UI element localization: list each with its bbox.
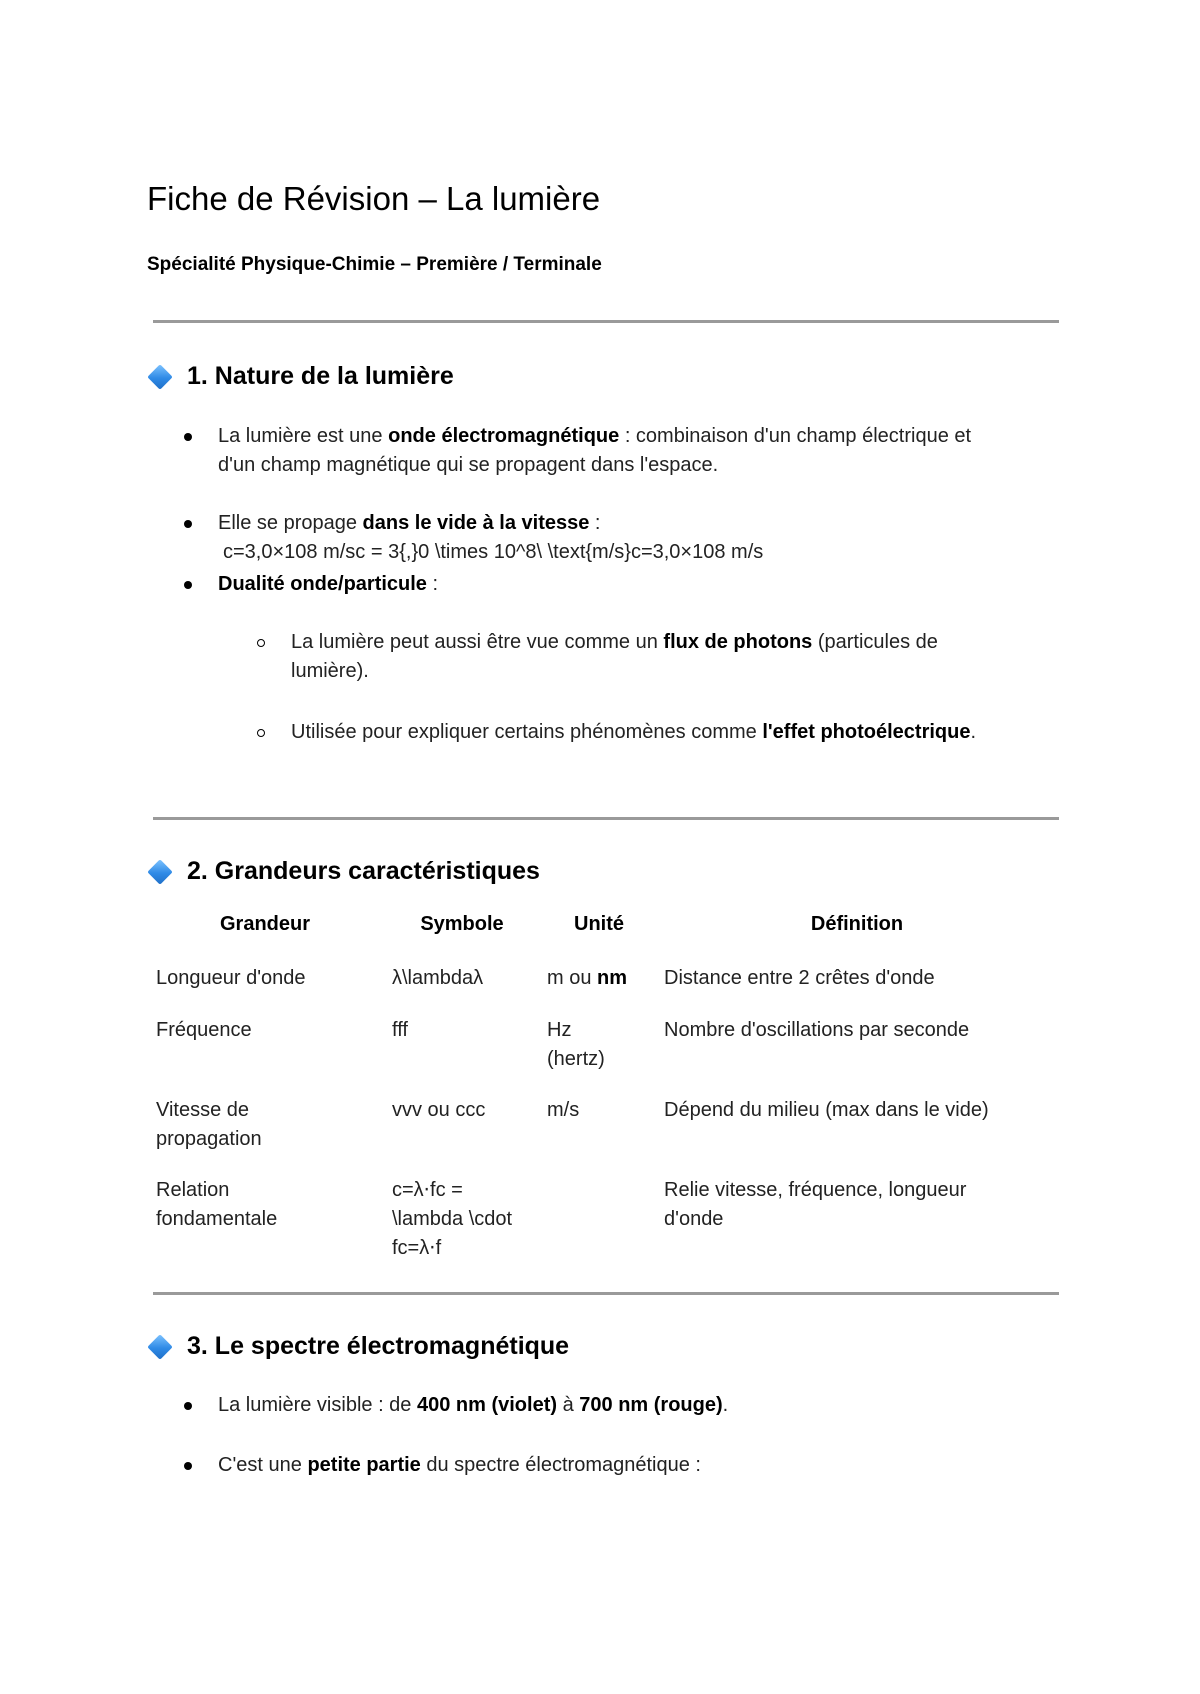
page-title: Fiche de Révision – La lumière [147, 180, 601, 217]
list-item: La lumière est une onde électromagnétique : combinaison d'un champ électrique et d'un champ magnétique qui se propagent dans l'espace. [218, 425, 972, 476]
bullet-icon [184, 433, 192, 441]
list-item: C'est une petite partie du spectre électromagnétique : [218, 1454, 701, 1476]
table-cell: Distance entre 2 crêtes d'onde [664, 967, 935, 989]
blue-diamond-icon [147, 1334, 173, 1360]
section-heading-1 [147, 362, 454, 391]
section-heading-text: 1. Nature de la lumière [187, 362, 454, 390]
section-heading-3 [147, 1332, 569, 1361]
table-cell: Vitesse de propagation [156, 1099, 262, 1150]
table-cell: Relation fondamentale [156, 1179, 278, 1230]
table-cell: Dépend du milieu (max dans le vide) [664, 1099, 989, 1121]
table-header: Définition [810, 913, 904, 935]
table-cell: fff [392, 1019, 408, 1041]
table-cell: vvv ou ccc [392, 1099, 486, 1121]
table-cell: Nombre d'oscillations par seconde [664, 1019, 970, 1041]
section-heading-text: 2. Grandeurs caractéristiques [187, 857, 540, 885]
section-heading-2 [147, 857, 540, 886]
page-subtitle: Spécialité Physique-Chimie – Première / Terminale [147, 254, 602, 275]
table-header: Grandeur [219, 913, 311, 935]
table-header: Unité [574, 913, 624, 935]
table-cell: m/s [547, 1099, 580, 1121]
section-heading-text: 3. Le spectre électromagnétique [187, 1332, 570, 1360]
table-cell: c=λ⋅fc = \lambda \cdot fc=λ⋅f [392, 1179, 513, 1259]
bullet-icon [184, 1462, 192, 1470]
table-header: Symbole [420, 913, 504, 935]
bullet-icon [184, 520, 192, 528]
table-cell: m ou nm [547, 967, 628, 989]
list-item: Elle se propage dans le vide à la vitesse : c=3,0×108 m/sc = 3{,}0 \times 10^8\ \text{m/s}c=3,0×108 m/s [218, 512, 764, 563]
list-item: La lumière visible : de 400 nm (violet) à 700 nm (rouge). [218, 1394, 729, 1416]
bullet-icon [184, 581, 192, 589]
sub-list-item: La lumière peut aussi être vue comme un flux de photons (particules de lumière). [291, 631, 938, 682]
sub-bullet-icon [257, 639, 265, 647]
blue-diamond-icon [147, 364, 173, 390]
table-cell: Longueur d'onde [156, 967, 306, 989]
bullet-icon [184, 1402, 192, 1410]
table-cell: Relie vitesse, fréquence, longueur d'onde [664, 1179, 967, 1230]
divider [153, 320, 1059, 323]
sub-list-item: Utilisée pour expliquer certains phénomènes comme l'effet photoélectrique. [291, 721, 977, 743]
divider [153, 817, 1059, 820]
sub-bullet-icon [257, 729, 265, 737]
divider [153, 1292, 1059, 1295]
list-item: Dualité onde/particule : [218, 573, 439, 595]
table-cell: Fréquence [156, 1019, 252, 1041]
blue-diamond-icon [147, 859, 173, 885]
table-cell: λ\lambdaλ [392, 967, 484, 989]
table-cell: Hz (hertz) [547, 1019, 605, 1070]
formula-text: c=3,0×108 m/sc = 3{,}0 \times 10^8\ \text{m/s}c=3,0×108 m/s [223, 541, 764, 563]
